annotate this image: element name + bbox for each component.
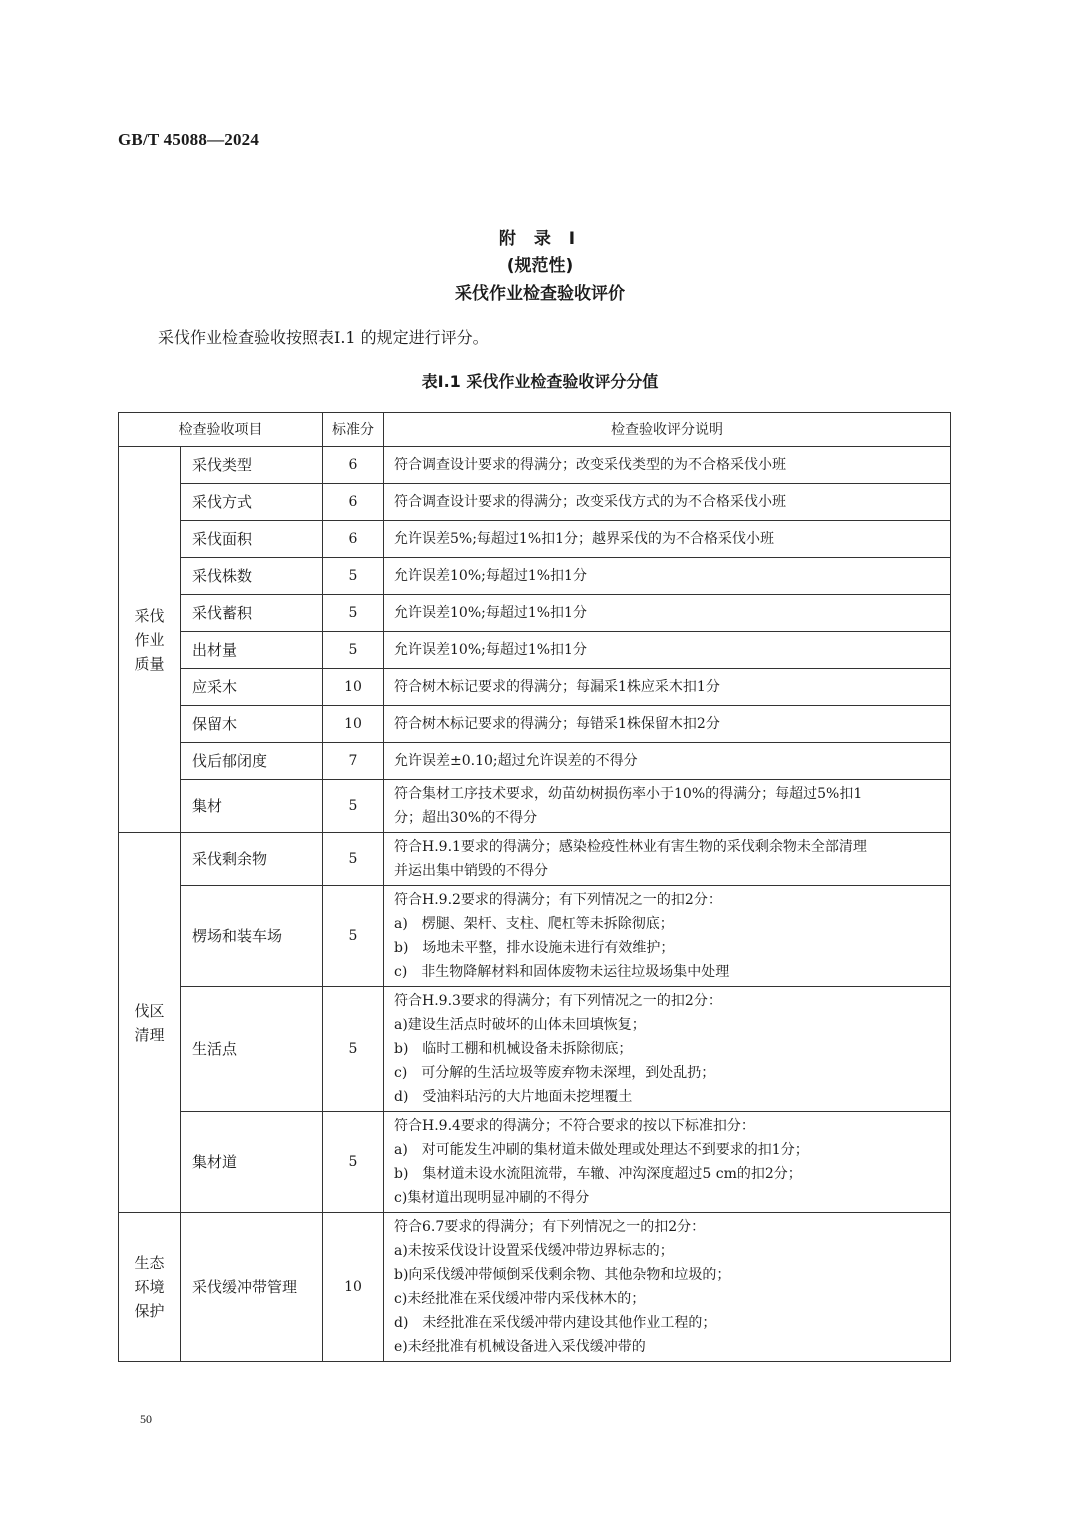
table-row (119, 558, 951, 595)
item-cell: 出材量 (181, 632, 323, 669)
description-line: c)未经批准在采伐缓冲带内采伐林木的； (394, 1291, 646, 1307)
standard-number: GB/T 45088—2024 (118, 130, 260, 149)
description-line: e)未经批准有机械设备进入采伐缓冲带的 (394, 1339, 646, 1355)
description-line: 允许误差5%;每超过1%扣1分；越界采伐的为不合格采伐小班 (394, 531, 775, 547)
score-cell: 7 (323, 743, 384, 780)
group-name-line: 作业 (134, 630, 165, 649)
table-row (119, 1112, 951, 1213)
group-name-line: 采伐 (134, 606, 165, 625)
description-line: b) 场地未平整，排水设施未进行有效维护； (394, 940, 675, 956)
description-line: 符合H.9.4要求的得满分；不符合要求的按以下标准扣分： (394, 1118, 755, 1134)
group-name-line: 伐区 (134, 1001, 165, 1020)
score-cell: 10 (323, 706, 384, 743)
header-description: 检查验收评分说明 (384, 413, 951, 447)
description-line: 符合树木标记要求的得满分；每漏采1株应采木扣1分 (394, 679, 720, 695)
description-line: 允许误差±0.10;超过允许误差的不得分 (394, 753, 638, 769)
table-row (119, 595, 951, 632)
header-score: 标准分 (323, 413, 384, 447)
score-cell: 5 (323, 987, 384, 1112)
score-cell: 10 (323, 1213, 384, 1362)
item-cell: 采伐缓冲带管理 (181, 1213, 323, 1362)
description-line: 允许误差10%;每超过1%扣1分 (394, 568, 587, 584)
item-cell: 采伐株数 (181, 558, 323, 595)
description-cell (384, 743, 951, 780)
description-cell (384, 447, 951, 484)
item-cell: 采伐类型 (181, 447, 323, 484)
header-item: 检查验收项目 (119, 413, 323, 447)
description-line: a)建设生活点时破坏的山体未回填恢复； (394, 1017, 646, 1033)
item-cell: 采伐方式 (181, 484, 323, 521)
description-line: 符合6.7要求的得满分；有下列情况之一的扣2分： (394, 1219, 706, 1235)
table-row (119, 987, 951, 1112)
description-line: 符合H.9.1要求的得满分；感染检疫性林业有害生物的采伐剩余物未全部清理 (394, 839, 867, 855)
table-row (119, 886, 951, 987)
description-cell (384, 886, 951, 987)
table-caption: 表I.1 采伐作业检查验收评分分值 (421, 372, 659, 391)
table-row (119, 484, 951, 521)
description-cell (384, 558, 951, 595)
description-cell (384, 595, 951, 632)
table-row (119, 521, 951, 558)
description-line: d) 受油料玷污的大片地面未挖埋覆土 (394, 1089, 633, 1105)
group-name-line: 环境 (134, 1278, 165, 1296)
description-line: 允许误差10%;每超过1%扣1分 (394, 605, 587, 621)
group-name-cell (119, 833, 181, 1213)
description-cell (384, 521, 951, 558)
description-cell (384, 1213, 951, 1362)
description-cell (384, 632, 951, 669)
description-line: b) 临时工棚和机械设备未拆除彻底； (394, 1041, 633, 1057)
group-name-cell (119, 447, 181, 833)
score-cell: 6 (323, 447, 384, 484)
description-line: 并运出集中销毁的不得分 (394, 863, 548, 879)
description-cell (384, 484, 951, 521)
description-line: c) 非生物降解材料和固体废物未运往垃圾场集中处理 (394, 964, 730, 980)
description-cell (384, 833, 951, 886)
score-cell: 5 (323, 833, 384, 886)
item-cell: 保留木 (181, 706, 323, 743)
table-row (119, 1213, 951, 1362)
item-cell: 采伐蓄积 (181, 595, 323, 632)
table-row (119, 447, 951, 484)
description-cell (384, 669, 951, 706)
description-line: 符合H.9.3要求的得满分；有下列情况之一的扣2分： (394, 993, 722, 1009)
table-row (119, 833, 951, 886)
score-cell: 5 (323, 780, 384, 833)
description-cell (384, 987, 951, 1112)
group-name-line: 质量 (134, 654, 165, 673)
description-line: a) 楞腿、架杆、支柱、爬杠等未拆除彻底； (394, 916, 674, 932)
table-row (119, 743, 951, 780)
score-cell: 5 (323, 886, 384, 987)
page-number: 50 (140, 1412, 152, 1426)
description-cell (384, 706, 951, 743)
item-cell: 楞场和装车场 (181, 886, 323, 987)
description-line: 符合H.9.2要求的得满分；有下列情况之一的扣2分： (394, 892, 722, 908)
appendix-title: 采伐作业检查验收评价 (455, 284, 625, 304)
score-cell: 5 (323, 632, 384, 669)
description-line: c) 可分解的生活垃圾等废弃物未深埋，到处乱扔； (394, 1065, 716, 1081)
table-row (119, 780, 951, 833)
description-line: a) 对可能发生冲刷的集材道未做处理或处理达不到要求的扣1分； (394, 1142, 809, 1158)
score-cell: 10 (323, 669, 384, 706)
description-line: c)集材道出现明显冲刷的不得分 (394, 1190, 590, 1206)
group-name-line: 清理 (134, 1025, 165, 1044)
group-name-cell (119, 1213, 181, 1362)
description-cell (384, 780, 951, 833)
score-cell: 5 (323, 558, 384, 595)
group-name-line: 生态 (134, 1254, 165, 1272)
table-body (119, 447, 951, 1362)
item-cell: 应采木 (181, 669, 323, 706)
item-cell: 集材 (181, 780, 323, 833)
description-line: 分；超出30%的不得分 (394, 810, 538, 826)
score-cell: 5 (323, 1112, 384, 1213)
table-row (119, 632, 951, 669)
description-cell (384, 1112, 951, 1213)
item-cell: 采伐剩余物 (181, 833, 323, 886)
score-cell: 5 (323, 595, 384, 632)
table-row (119, 669, 951, 706)
description-line: a)未按采伐设计设置采伐缓冲带边界标志的； (394, 1243, 674, 1259)
item-cell: 集材道 (181, 1112, 323, 1213)
description-line: 符合调查设计要求的得满分；改变采伐方式的为不合格采伐小班 (394, 494, 786, 510)
intro-paragraph: 采伐作业检查验收按照表I.1 的规定进行评分。 (158, 328, 489, 347)
appendix-normative: (规范性) (506, 256, 574, 276)
description-line: 符合树木标记要求的得满分；每错采1株保留木扣2分 (394, 716, 720, 732)
item-cell: 生活点 (181, 987, 323, 1112)
scoring-table (118, 412, 951, 1362)
description-line: d) 未经批准在采伐缓冲带内建设其他作业工程的； (394, 1315, 717, 1331)
score-cell: 6 (323, 521, 384, 558)
score-cell: 6 (323, 484, 384, 521)
item-cell: 采伐面积 (181, 521, 323, 558)
item-cell: 伐后郁闭度 (181, 743, 323, 780)
description-line: b) 集材道未设水流阻流带，车辙、冲沟深度超过5 cm的扣2分； (394, 1166, 802, 1182)
appendix-label: 附 录 I (498, 229, 582, 249)
table-row (119, 706, 951, 743)
description-line: 符合集材工序技术要求，幼苗幼树损伤率小于10%的得满分；每超过5%扣1 (394, 786, 863, 802)
group-name-line: 保护 (134, 1302, 165, 1320)
description-line: 符合调查设计要求的得满分；改变采伐类型的为不合格采伐小班 (394, 457, 786, 473)
description-line: b)向采伐缓冲带倾倒采伐剩余物、其他杂物和垃圾的； (394, 1267, 731, 1283)
description-line: 允许误差10%;每超过1%扣1分 (394, 642, 587, 658)
